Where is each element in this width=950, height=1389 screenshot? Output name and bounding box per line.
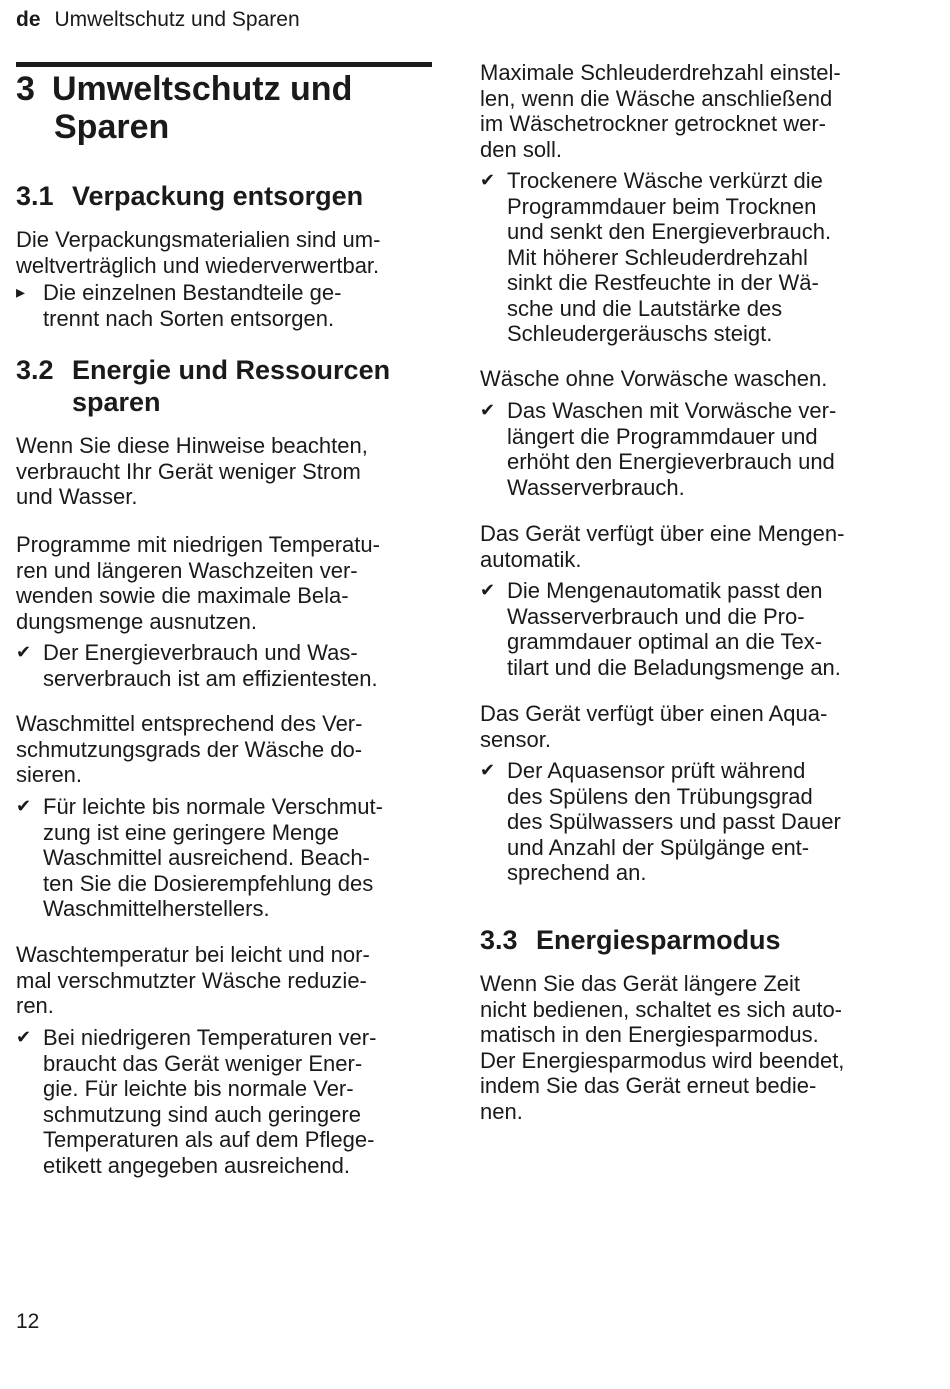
text-line: schmutzungsgrads der Wäsche do-	[16, 736, 363, 762]
text-line: nicht bedienen, schaltet es sich auto-	[480, 996, 843, 1022]
text-line: Wasserverbrauch.	[507, 474, 685, 500]
text-line: Mit höherer Schleuderdrehzahl	[507, 244, 808, 270]
text-line: matisch in den Energiesparmodus.	[480, 1022, 819, 1047]
checkmark-icon: ✔	[480, 580, 496, 600]
chapter-title	[16, 70, 352, 146]
text-line: sieren.	[16, 762, 83, 787]
text-line: Waschmittel entsprechend des Ver-	[16, 711, 363, 736]
text-line: Der Energiesparmodus wird beendet,	[480, 1047, 845, 1073]
text-line: sensor.	[480, 726, 551, 752]
text-line: Programme mit niedrigen Temperatu-	[16, 532, 380, 557]
text-line: verbraucht Ihr Gerät weniger Strom	[16, 458, 361, 484]
text-line: serverbrauch ist am effizientesten.	[43, 665, 378, 691]
text-line: sche und die Lautstärke des	[507, 295, 783, 321]
result-item	[480, 398, 927, 500]
text-line: des Spülwassers und passt Dauer	[507, 809, 841, 834]
tip-detergent	[16, 711, 362, 788]
text-line: erhöht den Energieverbrauch und	[507, 449, 835, 474]
text-line: weltverträglich und wiederverwertbar.	[16, 252, 380, 278]
text-line: dungsmenge ausnutzen.	[16, 608, 257, 634]
text-line: und Wasser.	[16, 484, 138, 509]
result-item	[480, 168, 927, 347]
section-number: 3.1	[16, 181, 54, 211]
text-line: Die Verpackungsmaterialien sind um-	[16, 227, 381, 252]
result-item	[480, 758, 927, 886]
text-line: braucht das Gerät weniger Ener-	[43, 1050, 363, 1076]
tip-spin-speed	[480, 60, 841, 162]
text-line: zung ist eine geringere Menge	[43, 819, 339, 845]
text-line: Für leichte bis normale Verschmut-	[43, 794, 383, 819]
checkmark-icon: ✔	[480, 170, 496, 190]
text-line: Waschmittel ausreichend. Beach-	[43, 845, 370, 870]
text-line: Waschtemperatur bei leicht und nor-	[16, 942, 370, 967]
section-title-line2: sparen	[72, 387, 161, 417]
text-line: gie. Für leichte bis normale Ver-	[43, 1076, 354, 1101]
text-line: schmutzung sind auch geringere	[43, 1101, 361, 1127]
text-line: len, wenn die Wäsche anschließend	[480, 85, 833, 111]
text-line: Wenn Sie diese Hinweise beachten,	[16, 433, 368, 458]
checkmark-icon: ✔	[480, 760, 496, 780]
text-line: Bei niedrigeren Temperaturen ver-	[43, 1025, 377, 1050]
text-line: Der Aquasensor prüft während	[507, 758, 806, 783]
text-line: den soll.	[480, 136, 562, 162]
text-line: und Anzahl der Spülgänge ent-	[507, 834, 810, 860]
language-code: de	[16, 8, 41, 31]
result-item	[16, 1025, 453, 1178]
text-line: längert die Programmdauer und	[507, 423, 818, 449]
chapter-title-line1: Umweltschutz und	[52, 70, 353, 108]
text-line: Schleudergeräuschs steigt.	[507, 321, 773, 346]
section-title-text: Energie und Ressourcen	[72, 355, 391, 385]
text-line: ren.	[16, 993, 54, 1018]
tip-aquasensor	[480, 701, 827, 752]
tip-load-automatic	[480, 521, 844, 572]
checkmark-icon: ✔	[480, 400, 496, 420]
checkmark-icon: ✔	[16, 1027, 32, 1047]
text-line: automatik.	[480, 546, 582, 572]
text-line: etikett angegeben ausreichend.	[43, 1152, 351, 1178]
text-line: wenden sowie die maximale Bela-	[16, 583, 349, 608]
tip-prewash	[480, 366, 827, 392]
text-line: Trockenere Wäsche verkürzt die	[507, 168, 823, 193]
running-header	[16, 8, 300, 32]
page-number: 12	[16, 1310, 40, 1333]
header-title: Umweltschutz und Sparen	[54, 8, 300, 31]
chapter-title-line2: Sparen	[54, 108, 170, 146]
text-line: Das Waschen mit Vorwäsche ver-	[507, 398, 837, 423]
section-number: 3.3	[480, 925, 518, 955]
section-title-text: Verpackung entsorgen	[72, 181, 364, 211]
text-line: Die Mengenautomatik passt den	[507, 578, 823, 603]
text-line: sprechend an.	[507, 860, 647, 885]
text-line: Wäsche ohne Vorwäsche waschen.	[480, 366, 828, 391]
chapter-number: 3	[16, 70, 35, 108]
tip-programs	[16, 532, 380, 634]
text-line: grammdauer optimal an die Tex-	[507, 629, 823, 654]
text-line: im Wäschetrockner getrocknet wer-	[480, 111, 826, 136]
text-line: Der Energieverbrauch und Was-	[43, 640, 358, 665]
text-line: Temperaturen als auf dem Pflege-	[43, 1127, 375, 1152]
section-3-2-title	[16, 354, 390, 418]
text-line: Maximale Schleuderdrehzahl einstel-	[480, 60, 841, 85]
result-item	[16, 794, 453, 922]
text-line: Wenn Sie das Gerät längere Zeit	[480, 971, 800, 996]
text-line: Wasserverbrauch und die Pro-	[507, 603, 805, 629]
checkmark-icon: ✔	[16, 642, 32, 662]
text-line: nen.	[480, 1098, 523, 1124]
chapter-rule	[16, 62, 432, 67]
text-line: und senkt den Energieverbrauch.	[507, 219, 832, 244]
paragraph-intro	[16, 433, 368, 510]
text-line: Das Gerät verfügt über einen Aqua-	[480, 701, 828, 726]
text-line: mal verschmutzter Wäsche reduzie-	[16, 967, 367, 993]
text-line: indem Sie das Gerät erneut bedie-	[480, 1073, 817, 1098]
text-line: Programmdauer beim Trocknen	[507, 193, 817, 219]
section-3-1-title	[16, 180, 363, 212]
section-3-3-title	[480, 924, 781, 956]
paragraph-packaging	[16, 227, 380, 278]
text-line: Waschmittelherstellers.	[43, 896, 270, 921]
text-line: Das Gerät verfügt über eine Mengen-	[480, 521, 845, 546]
triangle-bullet-icon: ▸	[16, 282, 26, 302]
text-line: des Spülens den Trübungsgrad	[507, 783, 813, 809]
checkmark-icon: ✔	[16, 796, 32, 816]
paragraph-energy-saving-mode	[480, 971, 844, 1124]
text-line: trennt nach Sorten entsorgen.	[43, 305, 335, 331]
tip-temperature	[16, 942, 370, 1019]
text-line: ren und längeren Waschzeiten ver-	[16, 557, 358, 583]
text-line: tilart und die Beladungsmenge an.	[507, 654, 841, 680]
result-item	[480, 578, 927, 680]
section-title-text: Energiesparmodus	[536, 925, 781, 955]
section-number: 3.2	[16, 355, 54, 385]
text-line: Die einzelnen Bestandteile ge-	[43, 280, 342, 305]
action-item	[16, 280, 443, 331]
text-line: sinkt die Restfeuchte in der Wä-	[507, 270, 819, 295]
text-line: ten Sie die Dosierempfehlung des	[43, 870, 374, 896]
result-item	[16, 640, 453, 691]
